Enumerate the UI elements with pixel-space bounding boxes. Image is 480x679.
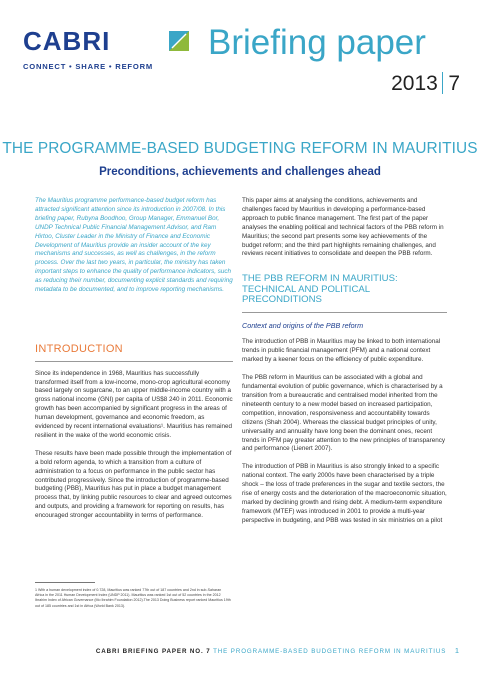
- section-subheading: Context and origins of the PBB reform: [242, 321, 364, 331]
- footer-series: CABRI BRIEFING PAPER NO. 7: [95, 648, 211, 655]
- page-footer: [96, 646, 460, 655]
- body-paragraph-3: The introduction of PBB in Mauritius is also strongly linked to a specific national context. The early 2000s have been characterised by a triple shock – the loss of trade preferences in the sugar and textile sectors, the rise of energy costs and the deterioration of the macroeconomic situation, marked by declining growth and rising debt. A medium-term expenditure framework (MTEF) was introduced in 2001 to provide a multi-year perspective in budgeting, and PBB was tested in six ministries on a pilot: [242, 463, 447, 524]
- issue-divider: [442, 72, 444, 94]
- series-title: Briefing paper: [208, 23, 426, 62]
- heading-rule: [35, 361, 233, 362]
- footnote-rule: [35, 582, 95, 583]
- intro-paragraph-1: Since its independence in 1968, Mauritius has successfully transformed itself from a low-income, mono-crop agricultural economy based largely on sugarcane, to an upper middle-income country with a gross national income (GNI) per capita of US$8 240 in 2011. Economic growth has been accompanied by significant progress in the areas of human development, governance and economic freedom, as evidenced by recent international evaluations¹. Mauritius has remained resilient in the wake of the world economic crisis.: [35, 369, 233, 439]
- page-number: 1: [454, 646, 460, 655]
- cabri-leaf-icon: [169, 31, 189, 51]
- page-title: THE PROGRAMME-BASED BUDGETING REFORM IN MAURITIUS: [2, 140, 478, 157]
- footnote: 1 With a human development index of 0.728, Mauritius was ranked 77th out of 187 countries and 2nd in sub-Saharan Africa in the 2011 Human Development Index (UNDP 2011). Mauritius was ranked 1st out of 52 countries in the 2012 Ibrahim Index of African Governance (Mo Ibrahim Foundation 2012).The 2013 Doing Business report ranked Mauritius 19th out of 185 countries and 1st in Africa (World Bank 2013).: [35, 588, 231, 608]
- page-subtitle: Preconditions, achievements and challenges ahead: [99, 166, 381, 178]
- cabri-logo: [23, 28, 193, 71]
- footer-title: THE PROGRAMME-BASED BUDGETING REFORM IN MAURITIUS: [213, 648, 447, 655]
- section-rule: [242, 312, 447, 313]
- introduction-section: [35, 343, 233, 521]
- issue-number: [391, 72, 460, 96]
- logo-wordmark: CABRI: [23, 26, 111, 56]
- issue-year: 2013: [391, 72, 438, 95]
- right-column: [242, 197, 447, 526]
- abstract: The Mauritius programme performance-based budget reform has attracted significant attention since its introduction in 2007/08. In this briefing paper, Rubyna Boodhoo, Group Manager, Emmanuel Bor, UNDP Technical Public Financial Management Advisor, and Ram Hirtoo, Cluster Leader in the Ministry of Finance and Economic Development of Mauritius provide an insider account of the key mechanisms and successes, as well as challenges, in the reform process. Over the last two years, in particular, the ministry has taken important steps to enhance the quality of performance indicators, such as reducing their number, documenting explicit standards and requiring metadata to be documented, and to improve reporting mechanisms.: [35, 197, 233, 294]
- body-paragraph-1: The introduction of PBB in Mauritius may be linked to both international trends in public financial management (PFM) and a national context marked by a keener focus on the efficiency of public expenditure.: [242, 338, 441, 364]
- intro-paragraph-2: These results have been made possible through the implementation of a bold reform agenda, to which a transition from a culture of administration to a focus on performance in the public sector has contributed progressively. Since the introduction of programme-based budgeting (PBB), Mauritius has put in place a budget management process that, by linking public resources to clear and agreed outcomes and outputs, and providing a framework for reporting on results, has encouraged stronger accountability in terms of performance.: [35, 449, 232, 520]
- introduction-heading: INTRODUCTION: [35, 343, 123, 355]
- body-paragraph-2: The PBB reform in Mauritius can be associated with a global and fundamental evolution of public governance, which is characterised by a transition from a bureaucratic and centralised model inherited from the nineteenth century to a new model based on increased participation, competition, innovation, responsiveness and accountability towards citizens (Shah 2004). Whereas the classical budget principles of unity, universality and annuality have long been the dominant ones, recent trends in PFM pay greater attention to the new principles of transparency and performance (Lienert 2007).: [242, 374, 446, 453]
- section-heading: THE PBB REFORM IN MAURITIUS: TECHNICAL AND POLITICAL PRECONDITIONS: [242, 273, 398, 306]
- aims-paragraph: This paper aims at analysing the conditions, achievements and challenges faced by Mauritius in developing a performance-based approach to public finance management. The first part of the paper analyses the enabling political and technical factors of the PBB reform in Mauritius; the second part presents some key achievements of the budget reform; and the third part highlights remaining challenges, and reviews recent initiatives to consolidate and deepen the PBB reform.: [242, 197, 444, 258]
- issue-no: 7: [448, 72, 460, 95]
- logo-tagline: CONNECT • SHARE • REFORM: [23, 62, 153, 71]
